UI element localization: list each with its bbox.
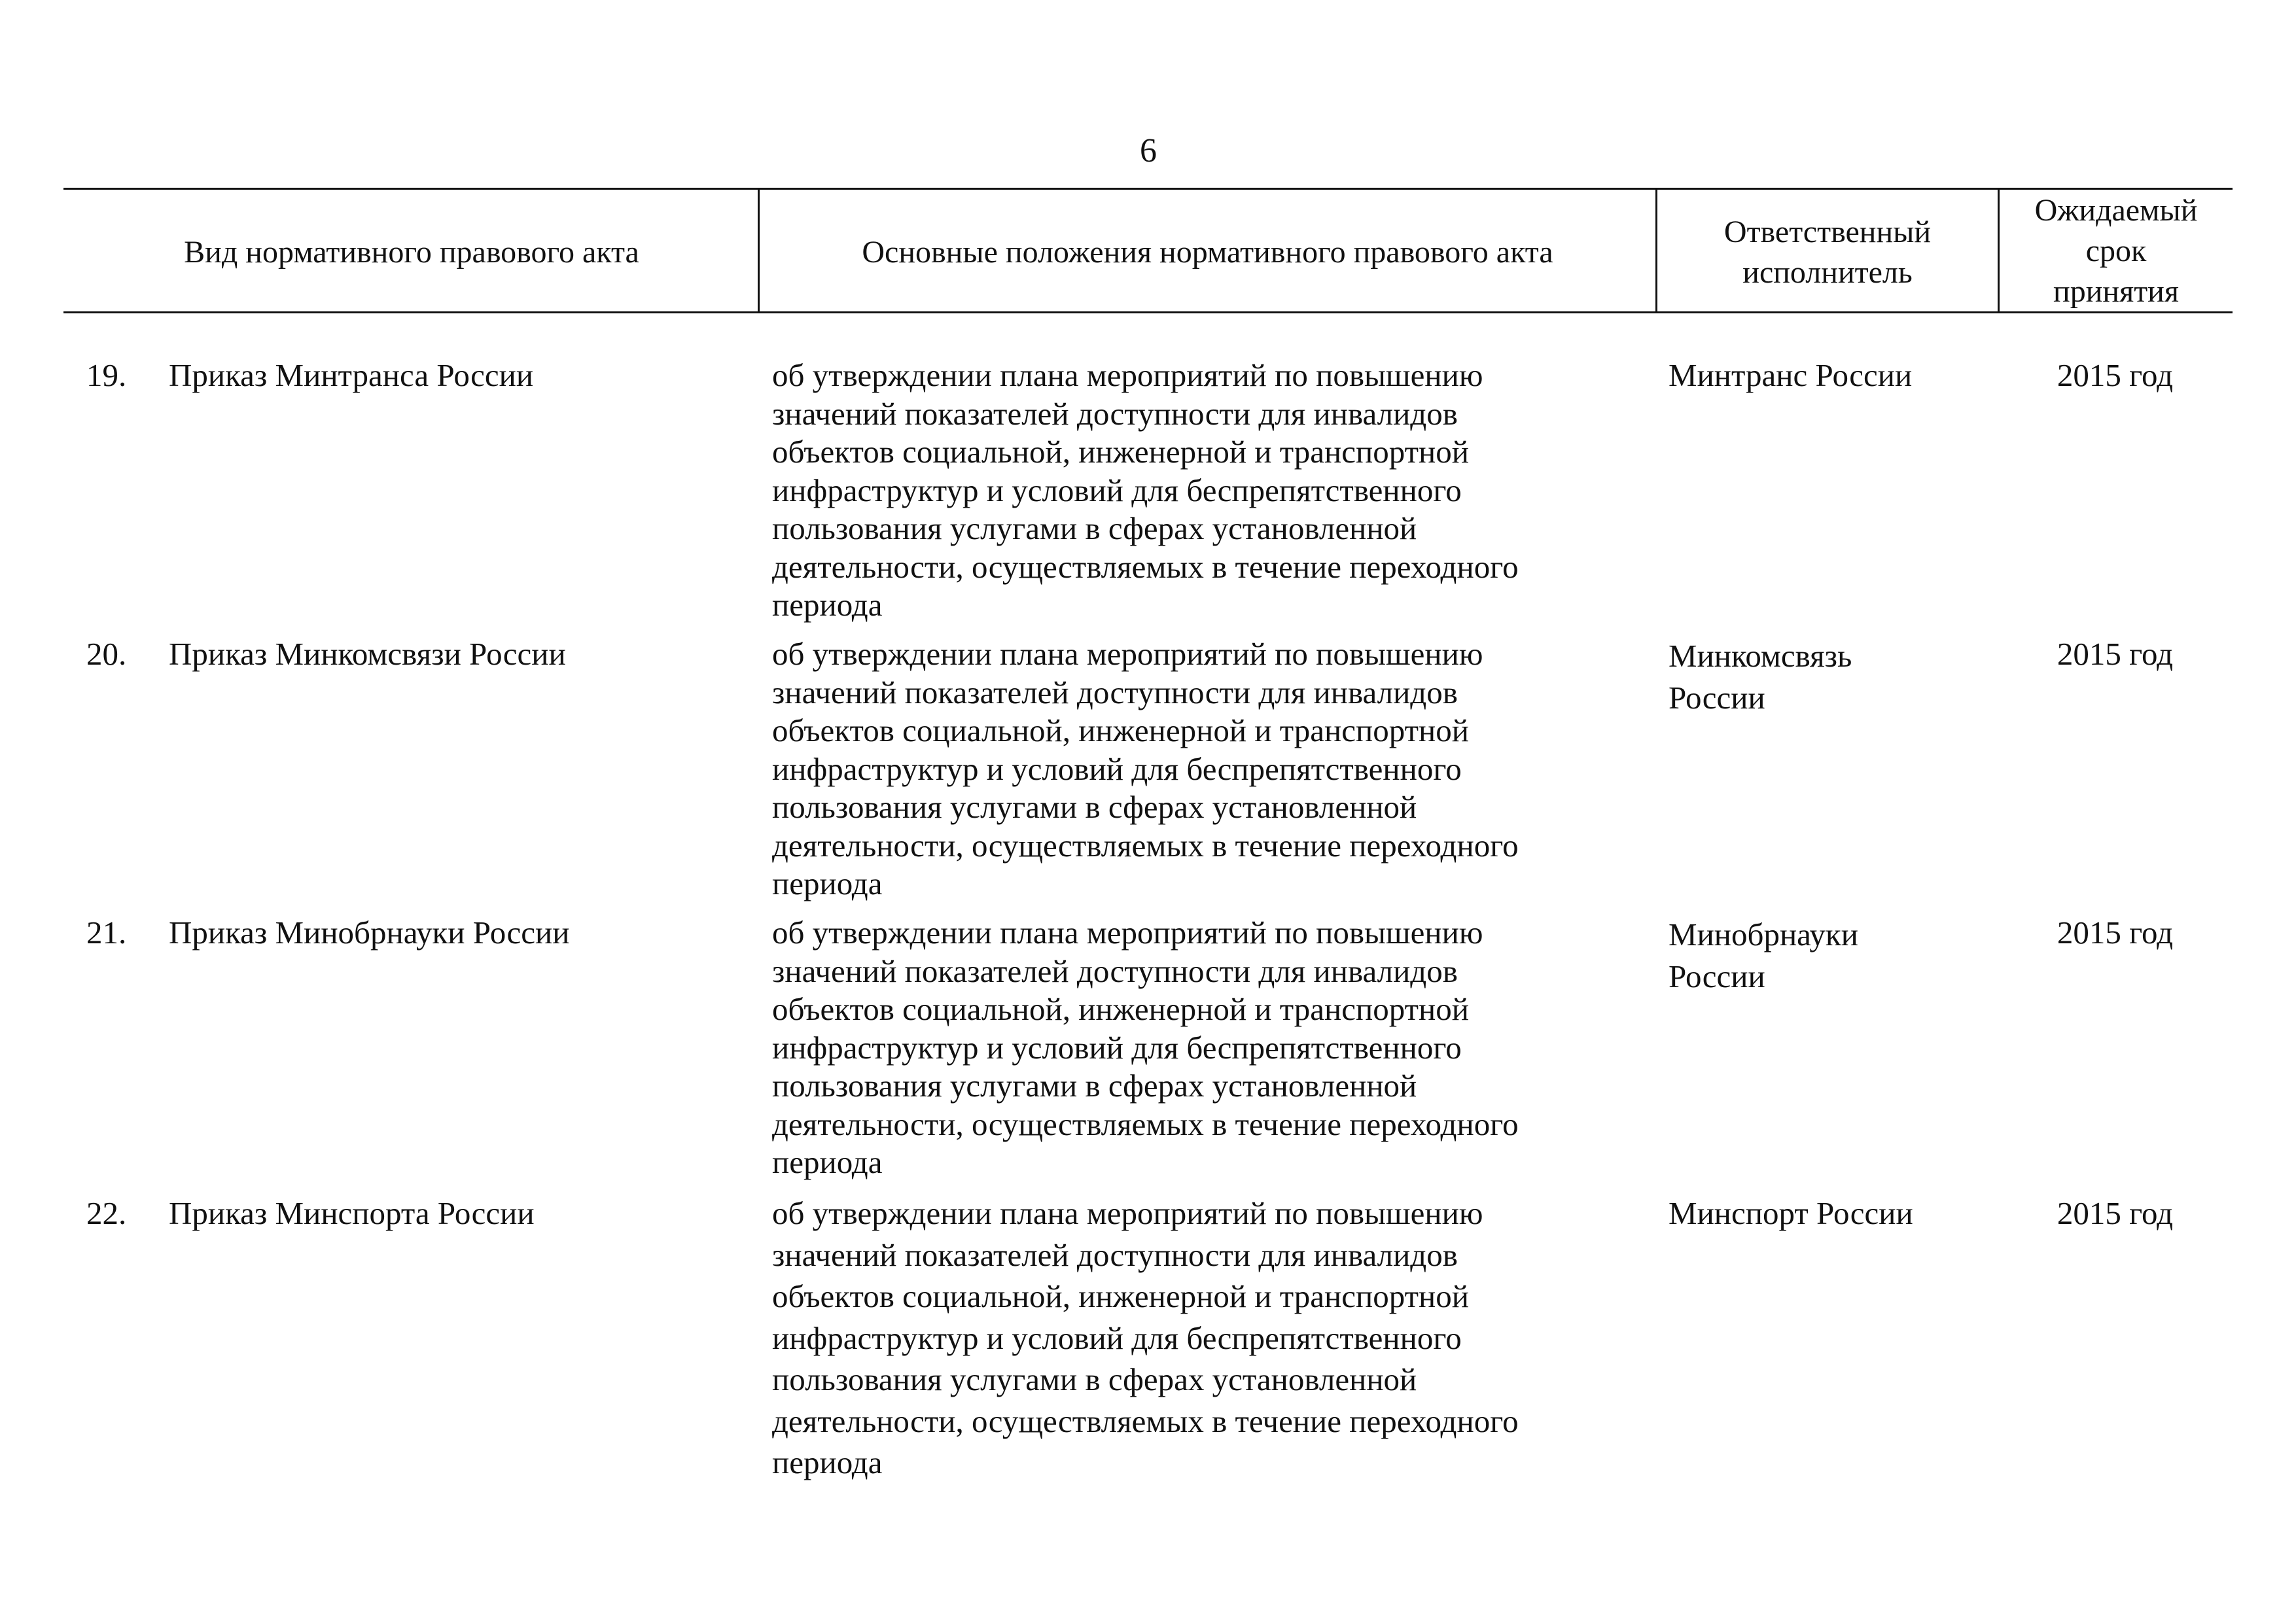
provisions-line: объектов социальной, инженерной и транспортной [772, 712, 1469, 748]
provisions-line: значений показателей доступности для инвалидов [772, 952, 1458, 989]
provisions-line: значений показателей доступности для инвалидов [772, 674, 1458, 710]
header-term-line: принятия [2053, 274, 2179, 309]
table-header-bottom-rule [63, 311, 2233, 313]
provisions-text [772, 1193, 1519, 1484]
header-term-line: срок [2085, 234, 2147, 268]
provisions-line: об утверждении плана мероприятий по повышению [772, 1195, 1483, 1231]
provisions-line: об утверждении плана мероприятий по повышению [772, 636, 1483, 672]
provisions-line: периода [772, 587, 883, 623]
row-number: 19. [86, 357, 127, 393]
provisions-line: пользования услугами в сферах установленной [772, 510, 1417, 546]
header-provisions-label: Основные положения нормативного правового акта [862, 235, 1553, 270]
executor-line: России [1669, 958, 1765, 994]
responsible-executor [1669, 1193, 1913, 1234]
provisions-line: инфраструктур и условий для беспрепятственного [772, 1029, 1462, 1066]
provisions-text [772, 635, 1519, 903]
provisions-line: объектов социальной, инженерной и транспортной [772, 991, 1469, 1027]
provisions-line: периода [772, 1144, 883, 1180]
provisions-line: значений показателей доступности для инвалидов [772, 395, 1458, 432]
executor-line: Минкомсвязь [1669, 638, 1852, 674]
provisions-line: деятельности, осуществляемых в течение переходного [772, 1403, 1519, 1439]
expected-term: 2015 год [2057, 1195, 2174, 1231]
provisions-line: деятельности, осуществляемых в течение переходного [772, 1106, 1519, 1142]
expected-term: 2015 год [2057, 915, 2174, 951]
provisions-line: объектов социальной, инженерной и транспортной [772, 1278, 1469, 1314]
provisions-line: об утверждении плана мероприятий по повышению [772, 357, 1483, 393]
responsible-executor [1669, 914, 1858, 998]
header-act-type-label: Вид нормативного правового акта [184, 235, 639, 270]
provisions-line: объектов социальной, инженерной и транспортной [772, 434, 1469, 470]
provisions-line: инфраструктур и условий для беспрепятственного [772, 750, 1462, 787]
header-executor-line: Ответственный [1723, 215, 1932, 249]
act-type: Приказ Минспорта России [169, 1195, 535, 1231]
page-number: 6 [1140, 132, 1157, 169]
expected-term: 2015 год [2057, 357, 2174, 393]
provisions-line: периода [772, 1444, 883, 1480]
responsible-executor [1669, 357, 1912, 395]
executor-line: России [1669, 680, 1765, 716]
row-number: 21. [86, 915, 127, 951]
provisions-line: пользования услугами в сферах установленной [772, 1068, 1417, 1104]
act-type: Приказ Минтранса России [169, 357, 534, 393]
header-term-line: Ожидаемый [2034, 193, 2198, 228]
expected-term: 2015 год [2057, 636, 2174, 672]
header-provisions [760, 232, 1655, 273]
provisions-text [772, 914, 1519, 1182]
header-term [2000, 190, 2233, 311]
executor-line: Минтранс России [1669, 357, 1913, 393]
row-number: 20. [86, 636, 127, 672]
provisions-line: деятельности, осуществляемых в течение переходного [772, 827, 1519, 864]
executor-line: Минобрнауки [1669, 916, 1858, 952]
row-number: 22. [86, 1195, 127, 1231]
provisions-line: деятельности, осуществляемых в течение переходного [772, 548, 1519, 585]
provisions-line: периода [772, 865, 883, 901]
provisions-line: пользования услугами в сферах установленной [772, 1361, 1417, 1397]
header-act-type [65, 232, 758, 273]
provisions-line: инфраструктур и условий для беспрепятственного [772, 472, 1462, 508]
responsible-executor [1669, 635, 1852, 719]
header-executor [1657, 212, 1998, 293]
executor-line: Минспорт России [1669, 1195, 1913, 1231]
provisions-line: пользования услугами в сферах установленной [772, 789, 1417, 825]
table-header-top-rule [63, 188, 2233, 190]
act-type: Приказ Минобрнауки России [169, 915, 570, 951]
provisions-line: инфраструктур и условий для беспрепятственного [772, 1319, 1462, 1356]
provisions-line: об утверждении плана мероприятий по повышению [772, 915, 1483, 951]
provisions-text [772, 357, 1519, 625]
provisions-line: значений показателей доступности для инвалидов [772, 1236, 1458, 1273]
act-type: Приказ Минкомсвязи России [169, 636, 566, 672]
header-executor-line: исполнитель [1742, 255, 1913, 290]
